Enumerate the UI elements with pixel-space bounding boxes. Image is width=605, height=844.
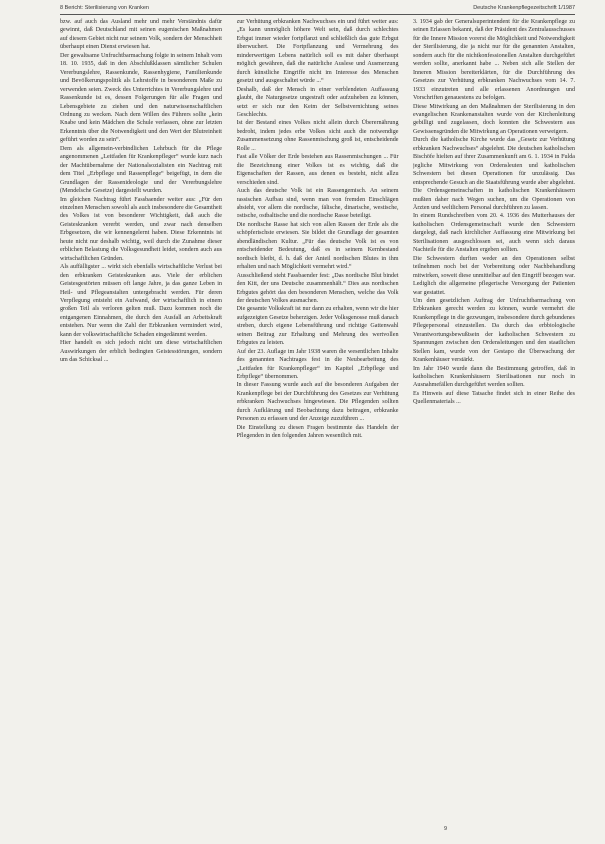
paragraph: Diese Mitwirkung an den Maßnahmen der Sterilisierung in den evangelischen Krankenanstalten wurde von der Kirchenleitung gebilligt und zugelassen, doch konnten die Schwestern aus Gewissensgründen die Mitwirkung an Operationen verweigern.: [413, 103, 575, 135]
paragraph: Die Schwestern durften weder an den Operationen selbst teilnehmen noch bei der Vorbereitung oder Nachbehandlung mitwirken, soweit diese unmittelbar auf den Eingriff bezogen war. Lediglich die allgemeine pflegerische Versorgung der Patienten war gestattet.: [413, 255, 575, 296]
header-rule: [60, 14, 575, 15]
paragraph: Es Hinweis auf diese Tatsache findet sich in einer Reihe des Quellenmaterials ...: [413, 390, 575, 406]
paragraph: In dieser Fassung wurde auch auf die besonderen Aufgaben der Krankenpflege bei der Durchführung des Gesetzes zur Verhütung erbkranken Nachwuchses hingewiesen. Die Pflegenden sollten durch Aufklärung und Beobachtung dazu beitragen, erbkranke Personen zu erfassen und der Anzeige zuzuführen ...: [236, 382, 399, 423]
paragraph: Hier handelt es sich jedoch nicht um diese wirtschaftlichen Auswirkungen der erblich bedingten Geistesstörungen, sondern um das Schicksal ...: [60, 340, 222, 364]
paragraph: 3. 1934 gab der Generalsuperintendent für die Krankenpflege zu seinen Erlassen bekannt, daß der Präsident des Zentralausschusses für die Innere Mission vorerst die Möglichkeit und Notwendigkeit der Sterilisierung, die ja nicht nur für die genannten Anstalten, sondern auch für die nichtkonfessionellen Anstalten durchgeführt werden sollte, anerkannt habe ... Neben sich alle Stellen der Inneren Mission bereiterklärten, für die Durchführung des Gesetzes zur Verhütung erbkranken Nachwuchses vom 14. 7. 1933 einzutreten und alle erlassenen Anordnungen und Vorschriften genauestens zu befolgen.: [413, 19, 575, 102]
paragraph: Deshalb, daß der Mensch in einer verblendeten Auffassung glaubt, die Naturgesetze ungestraft oder aufzuheben zu können, setzt er sich nur den Keim der Selbstvernichtung seines Geschlechts.: [236, 86, 399, 118]
paragraph: Auch das deutsche Volk ist ein Rassengemisch. An seinem rassischen Aufbau sind, wenn man von fremden Einschlägen absieht, vor allem die nordische, fälische, dinarische, westische, ostische, ostbaltische und die nordische Rasse beteiligt.: [236, 188, 399, 220]
paragraph: Als auffälligster ... wirkt sich ebenfalls wirtschaftliche Verlust bei den erbkranken Geisteskranken aus. Viele der erblichen Geistesgestörten müssen oft lange Jahre, ja das ganze Leben in Heil- und Pflegeanstalten untergebracht werden. Für deren Verpflegung entsteht ein Aufwand, der wirtschaftlich in einem großen Teil als verloren gelten muß. Dazu kommen noch die entgangenen Einnahmen, die durch den Ausfall an Arbeitskraft entstehen. Nur wenn die Zahl der Erbkranken vermindert wird, kann der volkswirtschaftliche Schaden eingedämmt werden.: [60, 264, 222, 338]
paragraph: Die Einstellung zu diesen Fragen bestimmte das Handeln der Pflegenden in den folgenden Jahren wesentlich mit.: [236, 424, 399, 440]
paragraph: Die nordische Rasse hat sich von allen Rassen der Erde als die schöpferischste erwiesen. Sie bildet die Grundlage der gesamten abendländischen Kultur. „Für das deutsche Volk ist es von entscheidender Bedeutung, daß es in seinem Kernbestand nordisch bleibt, d. h. daß der Anteil nordischen Blutes in ihm erhalten und nach Möglichkeit vermehrt wird.“: [236, 221, 399, 271]
paragraph: Ist der Bestand eines Volkes nicht allein durch Überernährung bedroht, indem jedes erbe Volkes sicht auch die notwendige Zusammensetzung ohne Rassenmischung groß ist, entscheidende Rolle ...: [236, 120, 399, 152]
header-left: 8 Bericht: Sterilisierung von Kranken: [60, 5, 149, 11]
paragraph: Um den gesetzlichen Auftrag der Unfruchtbarmachung von Erbkranken gerecht werden zu können, wurde vermehrt die Krankenpflege in die gezwungen, insbesondere durch gebundenes Pflegepersonal einzustellen. Da durch das erbbiologische Verantwortungsbewußtsein der katholischen Schwestern zu Spannungen zwischen den Ordensleitungen und den staatlichen Stellen kam, wurde von der Gestapo die Überwachung der Krankenhäuser verstärkt.: [413, 297, 575, 364]
header-right: Deutsche Krankenpflegezeitschrift 1/1987: [473, 5, 575, 11]
page-number: 9: [444, 826, 448, 832]
paragraph: Der gewaltsame Unfruchtbarmachung folgte in seinem Inhalt vom 18. 10. 1935, daß in den Abschlußklassen sämtlicher Schulen Vererbungslehre, Rassenkunde, Rassenhygiene, Familienkunde und Bevölkerungspolitik als Lehrstoffe in besonderem Maße zu verwenden seien. Zweck des Unterrichtes in Vererbungslehre und Rassenkunde ist es, dessen Folgerungen für alle Fragen und Lebensgebiete zu ziehen und den naturwissenschaftlichen Ordnung zu wecken. Nach dem Willen des Führers sollte „kein Knabe und kein Mädchen die Schule verlassen, ohne zur letzten Erkenntnis über die Notwendigkeit und den Wert der Blutreinheit geführt worden zu sein“.: [60, 52, 222, 144]
paragraph: Durch die katholische Kirche wurde das „Gesetz zur Verhütung erbkranken Nachwuchses“ abgelehnt. Die deutschen katholischen Bischöfe hielten auf ihrer Zusammenkunft am 6. 1. 1934 in Fulda jegliche Mitwirkung von Ordensleuten und katholischen Schwestern bei diesen Operationen für unzulässig. Das entsprechende Gesuch an die Staatsführung wurde aber abgelehnt. Die Ordensgemeinschaften in katholischen Krankenhäusern mußten daher nach Wegen suchen, um die Operationen von Ärzten und weltlichem Personal durchführen zu lassen.: [413, 137, 575, 211]
paragraph: Im Jahr 1940 wurde dann die Bestimmung getroffen, daß in katholischen Krankenhäusern Sterilisationen nur noch in Ausnahmefällen durchgeführt werden sollten.: [413, 365, 575, 389]
paragraph: zur Verhütung erbkranken Nachwuchses ein und führt weiter aus: „Es kann unmöglich höhere Welt sein, daß durch schlechtes Erbgut immer wieder fortpflanzt und schließlich das gute Erbgut überwuchert. Die Fortpflanzung und Vermehrung des minderwertigen Lebens natürlich soll es mit daher überhaupt möglich gewähren, daß die natürliche Auslese und Ausmerzung durch künstliche Eingriffe nicht im Interesse des Menschen gesetzt und ausgeschaltet würde ...“: [236, 19, 399, 85]
text-column-1: [60, 18, 222, 818]
paragraph: Im gleichen Nachtrag führt Fassbaender weiter aus: „Für den einzelnen Menschen sowohl als auch insbesondere die Gesamtheit des Volkes ist von besonderer Wichtigkeit, daß auch die Geisteskranken vererbt werden, und zwar nach denselben Erbgesetzen, die wir kennengelernt haben. Diese Erkenntnis ist heute nicht nur deshalb wichtig, weil durch die Zunahme dieser erblichen Belastung die Volksgesundheit leidet, sondern auch aus wirtschaftlichen Gründen.: [60, 196, 222, 262]
paragraph: In einem Rundschreiben vom 20. 4. 1936 des Mutterhauses der katholischen Ordensgemeinschaft wurde den Schwestern dargelegt, daß nach kirchlicher Auffassung eine Mitwirkung bei Sterilisationen ausgeschlossen sei, auch wenn sich daraus Nachteile für die Anstalten ergeben sollten.: [413, 213, 575, 254]
paragraph: bzw. auf auch das Ausland mehr und mehr Verständnis dafür gewinnt, daß Deutschland mit seinen eugenischen Maßnahmen auf diesem Gebiet nicht nur seinem Volk, sondern der Menschheit überhaupt einen Dienst erwiesen hat.: [60, 19, 222, 51]
paragraph: Auf der 23. Auflage im Jahr 1938 waren die wesentlichen Inhalte des genannten Nachtrages fest in die Neubearbeitung des „Leitfaden für Krankenpfleger“ im Kapitel „Erbpflege und Erbpflege“ übernommen.: [236, 348, 399, 381]
text-columns: [60, 18, 575, 818]
paragraph: Dem als allgemein-verbindlichen Lehrbuch für die Pflege angenommenen „Leitfaden für Krankenpfleger“ wurde kurz nach der Machtübernahme der Nationalsozialisten ein Nachtrag mit dem Titel „Erbpflege und Rassenpflege“ beigefügt, in dem die Grundlagen der Rassenideologie und der Vererbungslehre (Mendelsche Gesetze) dargestellt wurden.: [60, 145, 222, 195]
paragraph: Die gesamte Volkskraft ist nur dann zu erhalten, wenn wir die hier aufgezeigten Gesetze beherzigen. Jeder Volksgenosse muß danach streben, durch eigene Lebensführung und richtige Gattenwahl seinen Beitrag zur Erhaltung und Mehrung des wertvollen Erbgutes zu leisten.: [236, 306, 399, 347]
paragraph: Fast alle Völker der Erde bestehen aus Rassenmischungen ... Für die Bezeichnung einer Volkes ist es wichtig, daß die Eigenschaften der Rassen, aus denen es besteht, nicht allzu verschieden sind.: [236, 154, 399, 186]
paragraph: Ausschließend steht Fassbaender fest: „Das nordische Blut bindet den Kitt, der uns Deutsche zusammenhält.“ Dies aus nordischen Erbgutes gehört das den besonderen Menschen, welche das Volk der deutschen Volkes ausmachen.: [236, 272, 399, 304]
text-column-2: [237, 18, 399, 818]
text-column-3: [413, 18, 575, 818]
